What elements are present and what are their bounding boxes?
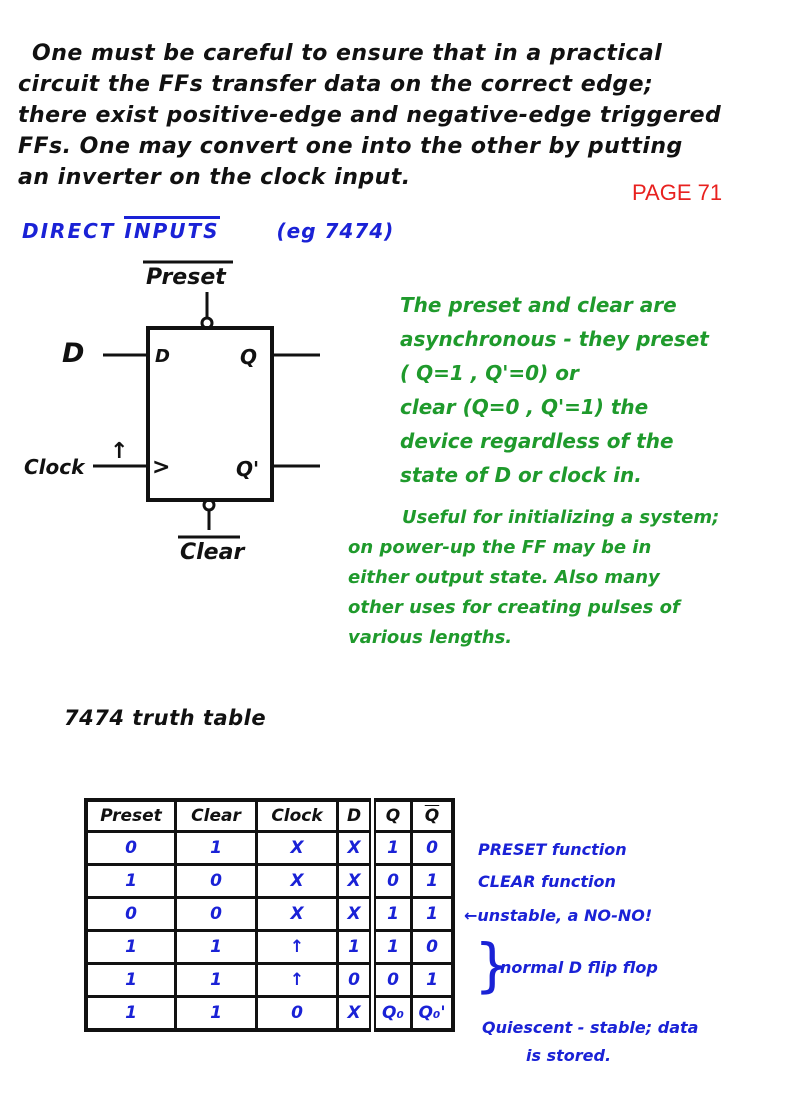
table-cell: 0 (338, 964, 373, 997)
preset-label: Preset (146, 265, 226, 290)
description-line: either output state. Also many (348, 567, 660, 588)
description-line: state of D or clock in. (400, 463, 642, 487)
table-row (86, 964, 453, 997)
table-cell: 0 (373, 964, 412, 997)
table-cell: X (338, 832, 373, 865)
header-d: D (338, 800, 373, 832)
table-cell: 1 (86, 865, 176, 898)
header-q: Q (373, 800, 412, 832)
table-cell: X (257, 865, 338, 898)
table-cell: Q₀ (373, 997, 412, 1031)
table-cell: 0 (86, 898, 176, 931)
table-cell: 0 (412, 832, 454, 865)
table-cell: X (338, 898, 373, 931)
table-cell: 1 (412, 898, 454, 931)
heading-word-inputs: INPUTS (124, 216, 219, 243)
table-cell: X (257, 832, 338, 865)
table-cell: 1 (412, 964, 454, 997)
table-header-row (86, 800, 453, 832)
header-preset: Preset (86, 800, 176, 832)
table-cell: 1 (86, 964, 176, 997)
d-pin-label: D (155, 346, 170, 367)
clear-label: Clear (180, 540, 245, 565)
table-row (86, 865, 453, 898)
table-cell: 1 (373, 832, 412, 865)
header-q-bar: $\overline{Q}$ (412, 800, 454, 832)
description-line: Useful for initializing a system; (402, 507, 720, 528)
header-clear: Clear (176, 800, 257, 832)
table-cell: 1 (412, 865, 454, 898)
flip-flop-diagram (0, 250, 360, 580)
table-cell: 0 (257, 997, 338, 1031)
table-row (86, 931, 453, 964)
q-pin-label: Q (240, 345, 258, 369)
usefulness-description (348, 503, 793, 653)
description-line: device regardless of the (400, 429, 674, 453)
note-quiescent (482, 1014, 698, 1070)
intro-paragraph (18, 38, 788, 193)
table-cell: 1 (373, 898, 412, 931)
table-cell: 1 (338, 931, 373, 964)
table-cell: 1 (176, 964, 257, 997)
table-cell: 1 (176, 931, 257, 964)
truth-table-title: 7474 truth table (64, 706, 267, 730)
table-cell: X (338, 865, 373, 898)
table-cell: Q₀' (412, 997, 454, 1031)
intro-line: circuit the FFs transfer data on the correct edge; (18, 72, 654, 97)
table-cell: 1 (176, 832, 257, 865)
description-line: The preset and clear are (400, 293, 677, 317)
note-quiescent-line: is stored. (526, 1046, 612, 1065)
note-clear-function: CLEAR function (478, 872, 616, 891)
table-row (86, 832, 453, 865)
table-row (86, 997, 453, 1031)
page-number-label: PAGE 71 (632, 180, 723, 205)
intro-line: there exist positive-edge and negative-edge triggered (18, 103, 722, 128)
table-cell: 1 (176, 997, 257, 1031)
table-cell: 0 (176, 865, 257, 898)
description-line: asynchronous - they preset (400, 327, 709, 351)
note-preset-function: PRESET function (478, 840, 627, 859)
note-normal-d-flip-flop: normal D flip flop (500, 958, 658, 977)
description-line: other uses for creating pulses of (348, 597, 680, 618)
table-cell: 1 (373, 931, 412, 964)
table-cell: 0 (86, 832, 176, 865)
description-line: on power-up the FF may be in (348, 537, 652, 558)
description-line: clear (Q=0 , Q'=1) the (400, 395, 649, 419)
description-line: various lengths. (348, 627, 513, 648)
note-unstable: ←unstable, a NO-NO! (464, 906, 653, 925)
table-cell: 0 (176, 898, 257, 931)
table-cell: ↑ (257, 964, 338, 997)
table-cell: X (338, 997, 373, 1031)
table-cell: 1 (86, 931, 176, 964)
table-cell: X (257, 898, 338, 931)
intro-line: FFs. One may convert one into the other by putting (18, 134, 683, 159)
note-quiescent-line: Quiescent - stable; data (482, 1018, 699, 1037)
q-prime-pin-label: Q' (236, 457, 260, 481)
intro-line: One must be careful to ensure that in a practical (32, 41, 663, 66)
table-cell: 1 (86, 997, 176, 1031)
table-cell: 0 (412, 931, 454, 964)
truth-table (84, 798, 455, 1032)
rising-edge-arrow-icon: ↑ (110, 439, 129, 464)
clock-pin-symbol: > (152, 455, 171, 480)
table-cell: 0 (373, 865, 412, 898)
heading-example: (eg 7474) (276, 219, 395, 243)
heading-word-direct: DIRECT (22, 219, 116, 243)
preset-clear-description (400, 288, 790, 492)
intro-line: an inverter on the clock input. (18, 165, 411, 190)
direct-inputs-heading (22, 219, 394, 243)
clear-bubble (204, 500, 214, 510)
table-row (86, 898, 453, 931)
table-cell: ↑ (257, 931, 338, 964)
description-line: ( Q=1 , Q'=0) or (400, 361, 579, 385)
clock-input-label: Clock (24, 455, 85, 479)
right-brace-icon: } (474, 931, 511, 999)
header-clock: Clock (257, 800, 338, 832)
d-input-label: D (62, 338, 85, 369)
